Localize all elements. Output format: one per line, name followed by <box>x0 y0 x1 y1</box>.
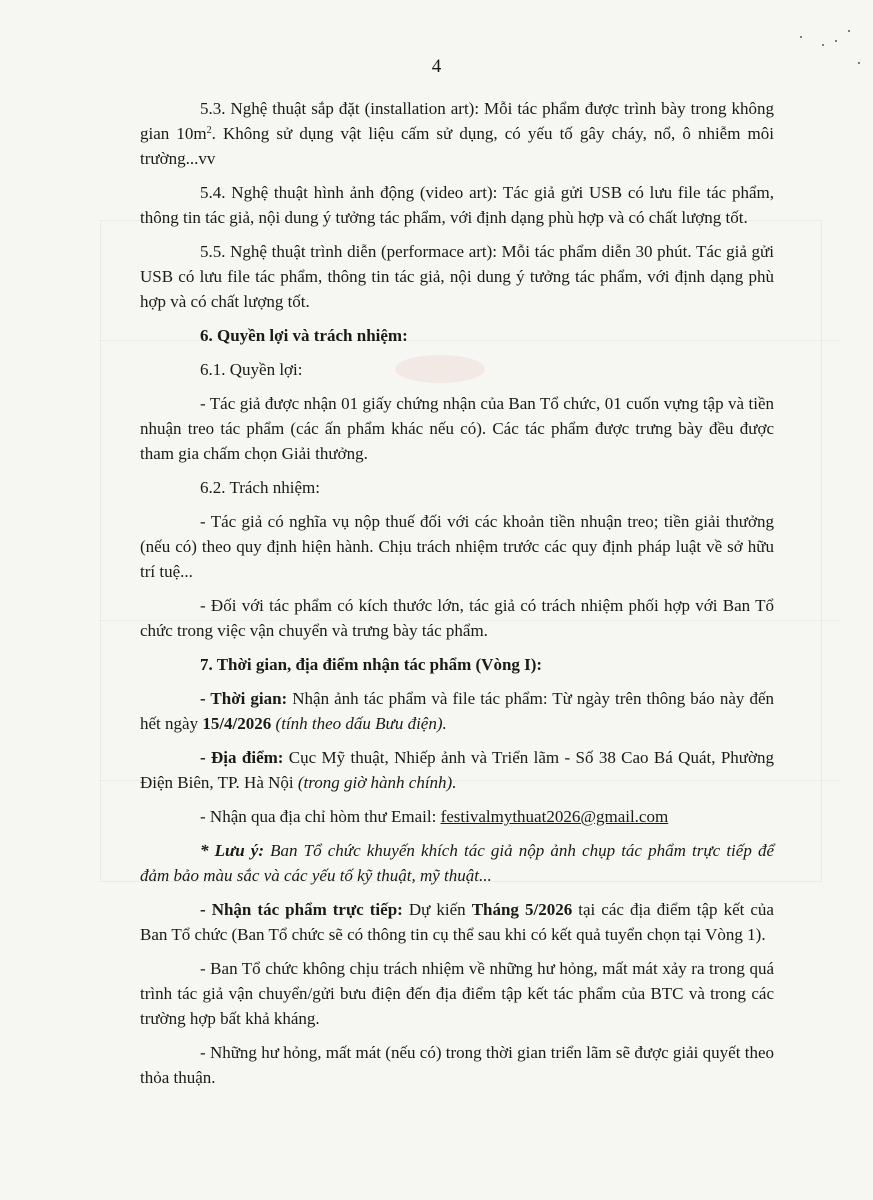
paragraph-exhibition-damage: - Những hư hỏng, mất mát (nếu có) trong thời gian triển lãm sẽ được giải quyết theo thỏa thuận. <box>140 1043 774 1087</box>
document-body <box>140 96 774 1099</box>
paragraph-place: - Địa điểm: Cục Mỹ thuật, Nhiếp ảnh và Triển lãm - Số 38 Cao Bá Quát, Phường Điện Biên, TP. Hà Nội (trong giờ hành chính). <box>140 748 774 792</box>
email-link[interactable]: festivalmythuat2026@gmail.com <box>440 807 669 826</box>
paragraph-video-art: 5.4. Nghệ thuật hình ảnh động (video art): Tác giả gửi USB có lưu file tác phẩm, thông tin tác giả, nội dung ý tưởng tác phẩm, với định dạng phù hợp và có chất lượng tốt. <box>140 183 774 227</box>
paragraph-tax-obligation: - Tác giả có nghĩa vụ nộp thuế đối với các khoản tiền nhuận treo; tiền giải thưởng (nếu có) theo quy định hiện hành. Chịu trách nhiệm trước các quy định pháp luật về sở hữu trí tuệ... <box>140 512 774 581</box>
paragraph-performance-art: 5.5. Nghệ thuật trình diễn (performace art): Mỗi tác phẩm diễn 30 phút. Tác giả gửi USB có lưu file tác phẩm, thông tin tác giả, nội dung ý tưởng tác phẩm, với định dạng phù hợp và có chất lượng tốt. <box>140 242 774 311</box>
place-label: - Địa điểm: <box>200 748 284 767</box>
paragraph-installation-art: 5.3. Nghệ thuật sắp đặt (installation art): Mỗi tác phẩm được trình bày trong không gian $10m^2$. Không sử dụng vật liệu cấm sử dụng, có yếu tố gây cháy, nổ, ô nhiễm môi trường...vv <box>140 99 775 168</box>
page-number: 4 <box>431 56 442 77</box>
heading-section-6-2: 6.2. Trách nhiệm: <box>200 478 320 497</box>
paragraph-email: - Nhận qua địa chỉ hòm thư Email: festivalmythuat2026@gmail.com <box>200 807 669 826</box>
paragraph-note: * Lưu ý: Ban Tổ chức khuyến khích tác giả nộp ảnh chụp tác phẩm trực tiếp để đảm bảo màu sắc và các yếu tố kỹ thuật, mỹ thuật... <box>140 841 774 885</box>
paragraph-direct-submission: - Nhận tác phẩm trực tiếp: Dự kiến Tháng 5/2026 tại các địa điểm tập kết của Ban Tổ chức (Ban Tổ chức sẽ có thông tin cụ thể sau khi có kết quả tuyển chọn tại Vòng 1). <box>140 900 774 944</box>
direct-month: Tháng 5/2026 <box>471 900 573 919</box>
paragraph-time: - Thời gian: Nhận ảnh tác phẩm và file tác phẩm: Từ ngày trên thông báo này đến hết ngày 15/4/2026 (tính theo dấu Bưu điện). <box>140 689 774 733</box>
heading-section-6: 6. Quyền lợi và trách nhiệm: <box>200 326 408 345</box>
superscript: 2 <box>206 125 212 136</box>
direct-label: - Nhận tác phẩm trực tiếp: <box>200 900 403 919</box>
paragraph-damage-liability: - Ban Tổ chức không chịu trách nhiệm về những hư hỏng, mất mát xảy ra trong quá trình tác giả vận chuyển/gửi bưu điện đến địa điểm tập kết tác phẩm của BTC và trong các trường hợp bất khả kháng. <box>140 959 774 1028</box>
time-label: - Thời gian: <box>200 689 288 708</box>
paragraph-large-works: - Đối với tác phẩm có kích thước lớn, tác giả có trách nhiệm phối hợp với Ban Tổ chức trong việc vận chuyển và trưng bày tác phẩm. <box>140 596 774 640</box>
paragraph-rights: - Tác giả được nhận 01 giấy chứng nhận của Ban Tổ chức, 01 cuốn vựng tập và tiền nhuận treo tác phẩm (các ấn phẩm khác nếu có). Các tác phẩm được trưng bày đều được tham gia chấm chọn Giải thưởng. <box>140 394 774 463</box>
note-label: * Lưu ý: <box>200 841 265 860</box>
deadline-date: 15/4/2026 <box>202 714 272 733</box>
heading-section-7: 7. Thời gian, địa điểm nhận tác phẩm (Vòng I): <box>200 655 543 674</box>
heading-section-6-1: 6.1. Quyền lợi: <box>200 360 303 379</box>
